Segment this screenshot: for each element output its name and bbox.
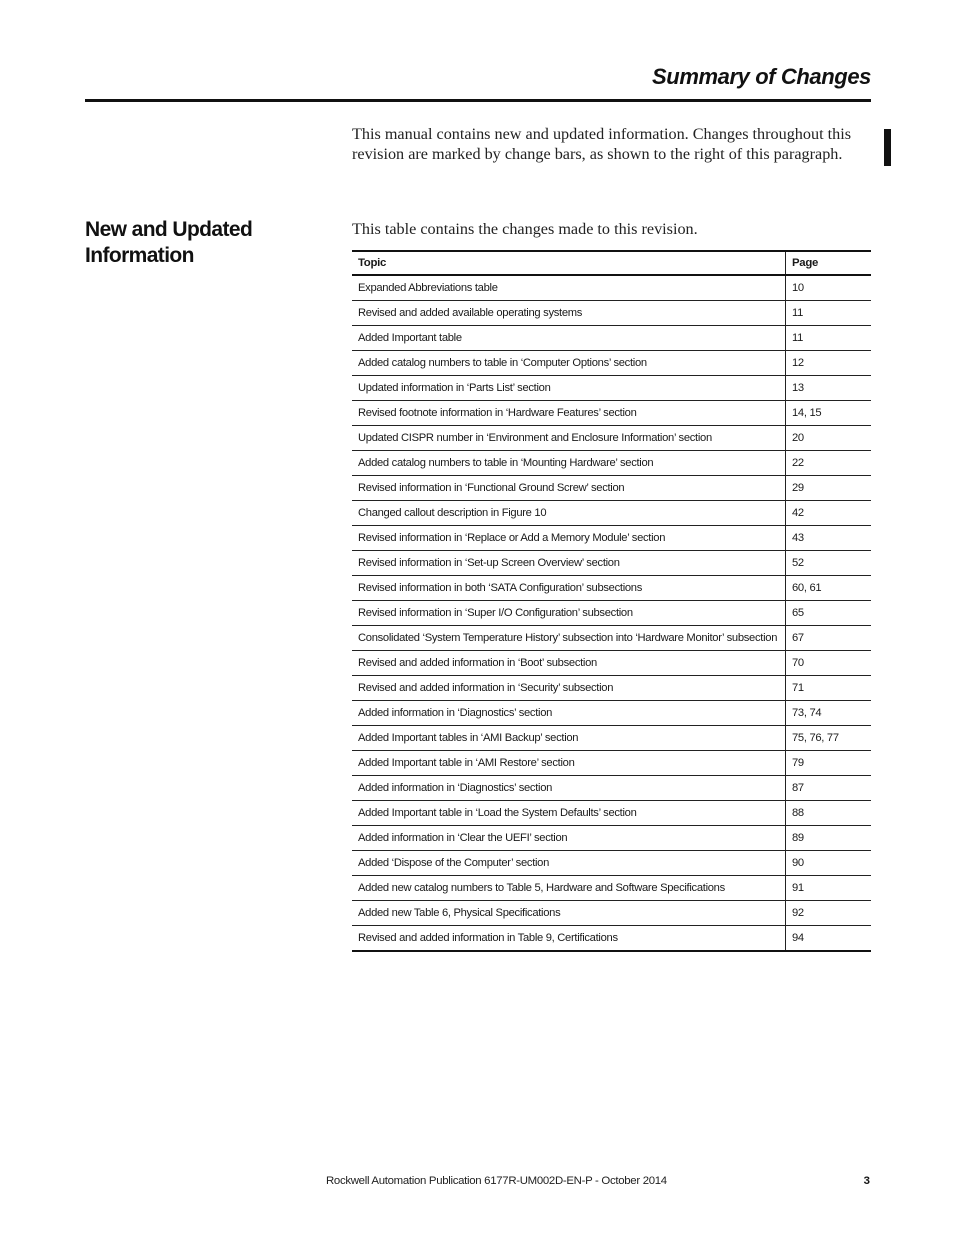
row-topic: Added Important table bbox=[352, 326, 786, 351]
table-row bbox=[352, 576, 871, 601]
row-page: 67 bbox=[786, 626, 872, 651]
row-topic: Added information in ‘Diagnostics’ section bbox=[352, 701, 786, 726]
row-topic: Added catalog numbers to table in ‘Computer Options’ section bbox=[352, 351, 786, 376]
table-row bbox=[352, 926, 871, 952]
row-page: 20 bbox=[786, 426, 872, 451]
row-page: 13 bbox=[786, 376, 872, 401]
table-row bbox=[352, 526, 871, 551]
table-header-row bbox=[352, 251, 871, 275]
table-row bbox=[352, 601, 871, 626]
row-topic: Revised information in both ‘SATA Configuration’ subsections bbox=[352, 576, 786, 601]
intro-paragraph: This manual contains new and updated information. Changes throughout this revision are marked by change bars, as shown to the right of this paragraph. bbox=[352, 125, 852, 163]
row-page: 11 bbox=[786, 326, 872, 351]
row-page: 87 bbox=[786, 776, 872, 801]
header-page: Page bbox=[786, 251, 872, 275]
row-page: 73, 74 bbox=[786, 701, 872, 726]
change-bar bbox=[884, 129, 891, 166]
row-topic: Revised and added information in Table 9, Certifications bbox=[352, 926, 786, 952]
row-page: 88 bbox=[786, 801, 872, 826]
section-heading: New and Updated Information bbox=[85, 218, 253, 267]
table-row bbox=[352, 626, 871, 651]
row-page: 70 bbox=[786, 651, 872, 676]
table-row bbox=[352, 801, 871, 826]
page-title: Summary of Changes bbox=[652, 64, 871, 89]
row-topic: Updated information in ‘Parts List’ section bbox=[352, 376, 786, 401]
row-topic: Consolidated ‘System Temperature History’ subsection into ‘Hardware Monitor’ subsection bbox=[352, 626, 786, 651]
row-topic: Revised and added information in ‘Boot’ subsection bbox=[352, 651, 786, 676]
table-row bbox=[352, 876, 871, 901]
table-row bbox=[352, 651, 871, 676]
table-row bbox=[352, 376, 871, 401]
title-rule bbox=[85, 99, 871, 102]
row-topic: Added Important tables in ‘AMI Backup’ section bbox=[352, 726, 786, 751]
row-page: 29 bbox=[786, 476, 872, 501]
row-page: 92 bbox=[786, 901, 872, 926]
row-topic: Revised information in ‘Super I/O Configuration’ subsection bbox=[352, 601, 786, 626]
row-page: 22 bbox=[786, 451, 872, 476]
row-topic: Added new Table 6, Physical Specifications bbox=[352, 901, 786, 926]
table-row bbox=[352, 501, 871, 526]
row-page: 43 bbox=[786, 526, 872, 551]
table-row bbox=[352, 751, 871, 776]
row-topic: Updated CISPR number in ‘Environment and Enclosure Information’ section bbox=[352, 426, 786, 451]
row-page: 10 bbox=[786, 275, 872, 301]
table-intro: This table contains the changes made to this revision. bbox=[352, 220, 698, 238]
row-page: 91 bbox=[786, 876, 872, 901]
row-topic: Added new catalog numbers to Table 5, Hardware and Software Specifications bbox=[352, 876, 786, 901]
row-topic: Revised information in ‘Functional Ground Screw’ section bbox=[352, 476, 786, 501]
footer-publication: Rockwell Automation Publication 6177R-UM002D-EN-P - October 2014 bbox=[326, 1175, 667, 1187]
table-row bbox=[352, 726, 871, 751]
table-row bbox=[352, 826, 871, 851]
row-page: 65 bbox=[786, 601, 872, 626]
table-row bbox=[352, 301, 871, 326]
row-topic: Revised and added information in ‘Security’ subsection bbox=[352, 676, 786, 701]
row-topic: Revised information in ‘Replace or Add a Memory Module’ section bbox=[352, 526, 786, 551]
table-row bbox=[352, 551, 871, 576]
row-page: 60, 61 bbox=[786, 576, 872, 601]
table-row bbox=[352, 451, 871, 476]
row-page: 75, 76, 77 bbox=[786, 726, 872, 751]
row-page: 52 bbox=[786, 551, 872, 576]
table-row bbox=[352, 275, 871, 301]
table-row bbox=[352, 326, 871, 351]
row-topic: Added information in ‘Clear the UEFI’ section bbox=[352, 826, 786, 851]
row-page: 11 bbox=[786, 301, 872, 326]
row-topic: Revised and added available operating systems bbox=[352, 301, 786, 326]
row-page: 94 bbox=[786, 926, 872, 952]
footer-page-number: 3 bbox=[863, 1175, 870, 1187]
row-topic: Added Important table in ‘Load the System Defaults’ section bbox=[352, 801, 786, 826]
row-topic: Changed callout description in Figure 10 bbox=[352, 501, 786, 526]
table-row bbox=[352, 401, 871, 426]
row-page: 71 bbox=[786, 676, 872, 701]
row-topic: Revised information in ‘Set-up Screen Overview’ section bbox=[352, 551, 786, 576]
table-row bbox=[352, 901, 871, 926]
table-row bbox=[352, 676, 871, 701]
table-row bbox=[352, 351, 871, 376]
table-row bbox=[352, 851, 871, 876]
row-topic: Added ‘Dispose of the Computer’ section bbox=[352, 851, 786, 876]
row-topic: Added information in ‘Diagnostics’ section bbox=[352, 776, 786, 801]
table-row bbox=[352, 701, 871, 726]
row-topic: Added Important table in ‘AMI Restore’ section bbox=[352, 751, 786, 776]
row-page: 89 bbox=[786, 826, 872, 851]
row-page: 14, 15 bbox=[786, 401, 872, 426]
table-row bbox=[352, 426, 871, 451]
row-page: 42 bbox=[786, 501, 872, 526]
changes-table bbox=[352, 250, 871, 952]
table-body bbox=[352, 275, 871, 951]
table-row bbox=[352, 476, 871, 501]
row-topic: Revised footnote information in ‘Hardware Features’ section bbox=[352, 401, 786, 426]
row-page: 90 bbox=[786, 851, 872, 876]
header-topic: Topic bbox=[358, 257, 387, 269]
row-topic: Added catalog numbers to table in ‘Mounting Hardware’ section bbox=[352, 451, 786, 476]
row-page: 79 bbox=[786, 751, 872, 776]
row-page: 12 bbox=[786, 351, 872, 376]
table-row bbox=[352, 776, 871, 801]
row-topic: Expanded Abbreviations table bbox=[352, 275, 786, 301]
